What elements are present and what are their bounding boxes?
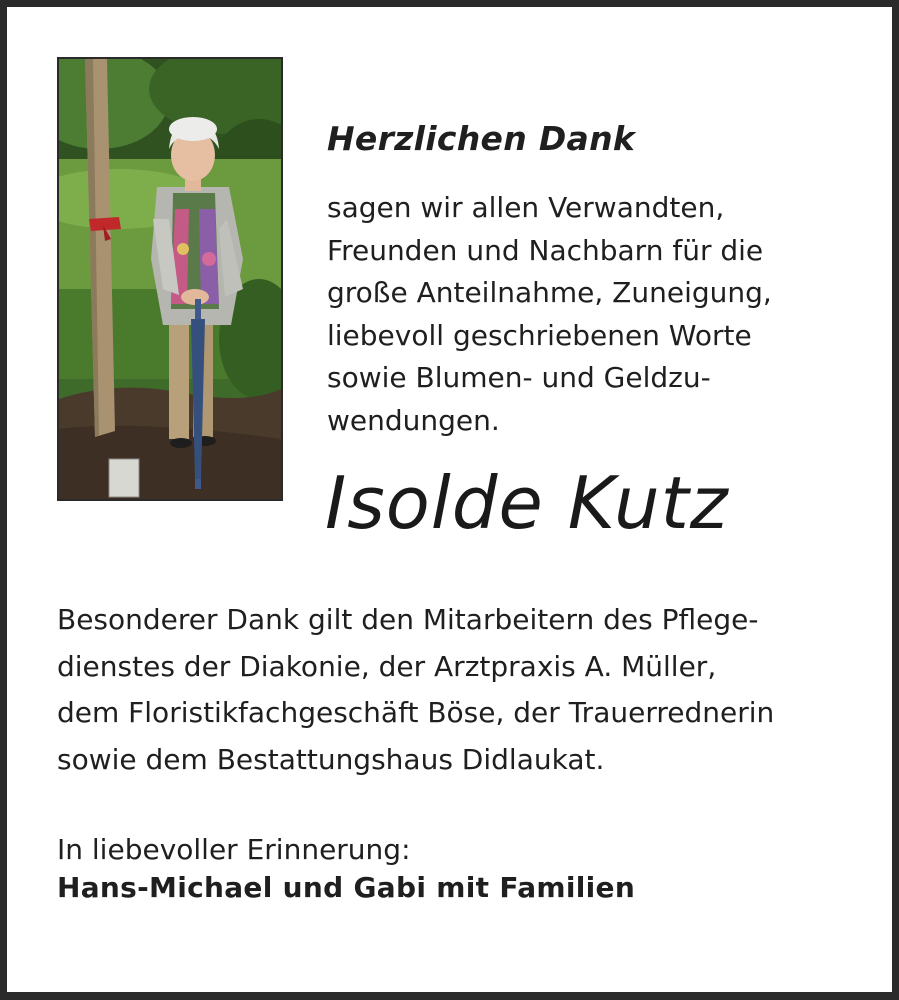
thanks-line: sowie dem Bestattungshaus Didlaukat. (57, 742, 605, 776)
intro-line: Freunden und Nachbarn für die (327, 233, 764, 267)
heading-herzlichen-dank: Herzlichen Dank (327, 119, 636, 158)
intro-text (327, 187, 772, 442)
signers: Hans-Michael und Gabi mit Familien (57, 871, 636, 904)
special-thanks-text (57, 597, 774, 783)
portrait-image (59, 59, 281, 499)
intro-line: wendungen. (327, 403, 500, 437)
intro-line: große Anteilnahme, Zuneigung, (327, 276, 772, 309)
intro-line: sowie Blumen- und Geldzu- (327, 361, 711, 394)
deceased-name: Isolde Kutz (325, 461, 729, 545)
thanks-line: Besonderer Dank gilt den Mitarbeitern des Pflege- (57, 603, 759, 636)
closing-remembrance: In liebevoller Erinnerung: (57, 833, 411, 866)
thanks-line: dem Floristikfachgeschäft Böse, der Trauerrednerin (57, 696, 775, 729)
intro-line: sagen wir allen Verwandten, (327, 191, 725, 224)
portrait-photo (57, 57, 283, 501)
intro-line: liebevoll geschriebenen Worte (327, 318, 752, 352)
thanks-line: dienstes der Diakonie, der Arztpraxis A. Müller, (57, 649, 717, 683)
